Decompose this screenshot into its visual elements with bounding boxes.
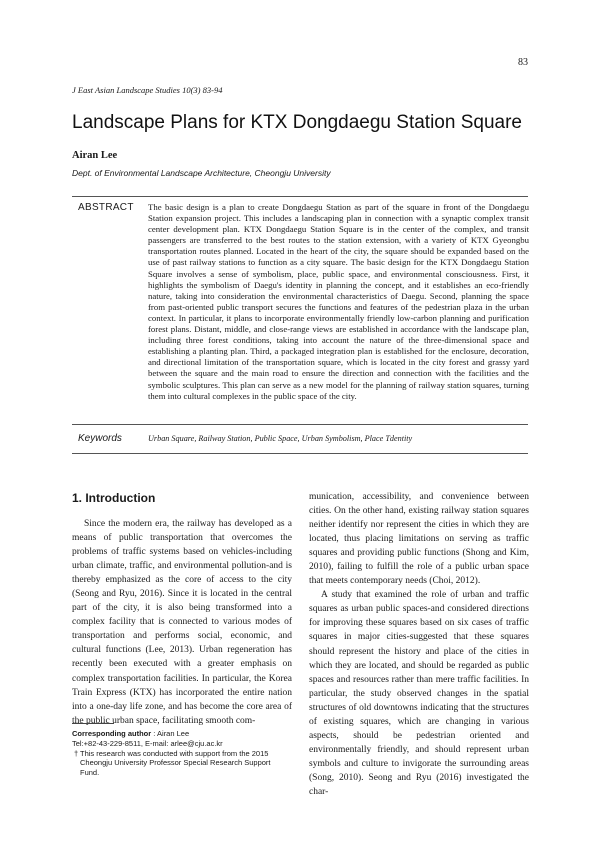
body-column-left <box>72 517 292 728</box>
keywords-label: Keywords <box>78 433 122 444</box>
section-heading: 1. Introduction <box>72 491 156 505</box>
corresponding-author <box>72 729 302 738</box>
body-paragraph: munication, accessibility, and convenience between cities. On the other hand, existing railway station squares neither identify nor represent the cities in which they are located, thus placing limitations on serving as traffic squares and providing public functions (Shong and Kim, 2010), failing to fulfill the role of a public urban space that meets contemporary needs (Choi, 2012). <box>309 492 529 587</box>
page-number: 83 <box>518 57 528 68</box>
keywords-top-rule <box>72 424 528 425</box>
keywords-text: Urban Square, Railway Station, Public Space, Urban Symbolism, Place Tdentity <box>148 434 413 443</box>
funding-note: This research was conducted with support from the 2015 Cheongju University Professor Special Research Support Fund. <box>80 749 271 777</box>
body-paragraph: Since the modern era, the railway has developed as a means of public transportation that overcomes the problems of traffic systems based on vehicles-including urban climate, traffic, and environmental pollution-and is thereby emphasized as the core of access to the city (Seong and Ryu, 2016). Since it is located in the central part of the city, it is also being transformed into a complex facility that is connected to various modes of transportation and performs social, economic, and cultural functions (Lee, 2013). Urban regeneration has recently been executed with a greater emphasis on complex transportation facilities. In particular, the Korea Train Express (KTX) has incorporated the entire nation into a one-day life zone, and has become the core area of the public urban space, facilitating smooth com- <box>72 519 292 726</box>
abstract-label: ABSTRACT <box>78 202 134 213</box>
author-affiliation: Dept. of Environmental Landscape Architecture, Cheongju University <box>72 168 331 178</box>
dagger-mark: † <box>74 749 79 758</box>
body-paragraph: A study that examined the role of urban and traffic squares as urban public spaces-and considered directions for improving these squares based on six cases of traffic squares in major cities-suggested that these squares should represent the history and place of the cities in which they are located, and should be regarded as public spaces and resources rather than mere traffic facilities. In particular, the study observed changes in the spatial structures of old downtowns indicating that the structures of existing squares, which are changing in various aspects, should be pedestrian oriented and environmentally friendly, and should represent urban symbols and culture to invigorate the surrounding areas (Song, 2010). Seong and Ryu (2016) investigated the char- <box>309 590 529 797</box>
corresponding-author-name: : Airan Lee <box>153 729 190 738</box>
journal-citation: J East Asian Landscape Studies 10(3) 83-94 <box>72 85 223 95</box>
author-contact: Tel:+82-43-229-8511, E-mail: arlee@cju.ac.kr <box>72 739 223 748</box>
abstract-top-rule <box>72 196 528 197</box>
body-column-right <box>309 490 529 799</box>
abstract-text: The basic design is a plan to create Dongdaegu Station as part of the square in front of the Dongdaegu Station expansion project. This includes a landscaping plan in connection with a synaptic complex transit center development plan. KTX Dongdaegu Station Square is in the center of the complex, and transit passengers are transferred to the best routes to the station extension, with a variety of KTX Gyeongbu transportation routes planned. Located in the heart of the city, the square should be expanded based on the use of past railway stations to function as a city square. The basic design for the KTX Dongdaegu Station Square involves a sense of symbolism, place, public space, and environmental consciousness. First, it highlights the symbolism of Daegu's identity in planning the concept, and it establishes an eco-friendly nature, taking into consideration the environmental characteristics of Daegu. Second, planning the space from past-oriented public transport secures the functions and features of the pedestrian plaza in the urban context. In particular, it plans to incorporate environmentally friendly low-carbon planning and purification forest plans. Distant, middle, and close-range views are established in accordance with the landscape plan, including three forest conditions, taking into account the nature of the three-dimensional space and establishing a planting plan. Third, a packaged integration plan is established for the enclosure, decoration, and directional limitation of the transportation square, which is located in the city forest and grassy yard between the square and the main road to ensure the direction and connection with the facilities and the symbolic sculptures. This plan can serve as a new model for the planning of railway station squares, turning them into cultural complexes in the public space of the city. <box>148 202 529 401</box>
paper-title: Landscape Plans for KTX Dongdaegu Station Square <box>72 112 522 133</box>
author-name: Airan Lee <box>72 150 118 161</box>
footnote-rule <box>72 723 114 724</box>
corresponding-author-label: Corresponding author <box>72 729 152 738</box>
keywords-bottom-rule <box>72 453 528 454</box>
